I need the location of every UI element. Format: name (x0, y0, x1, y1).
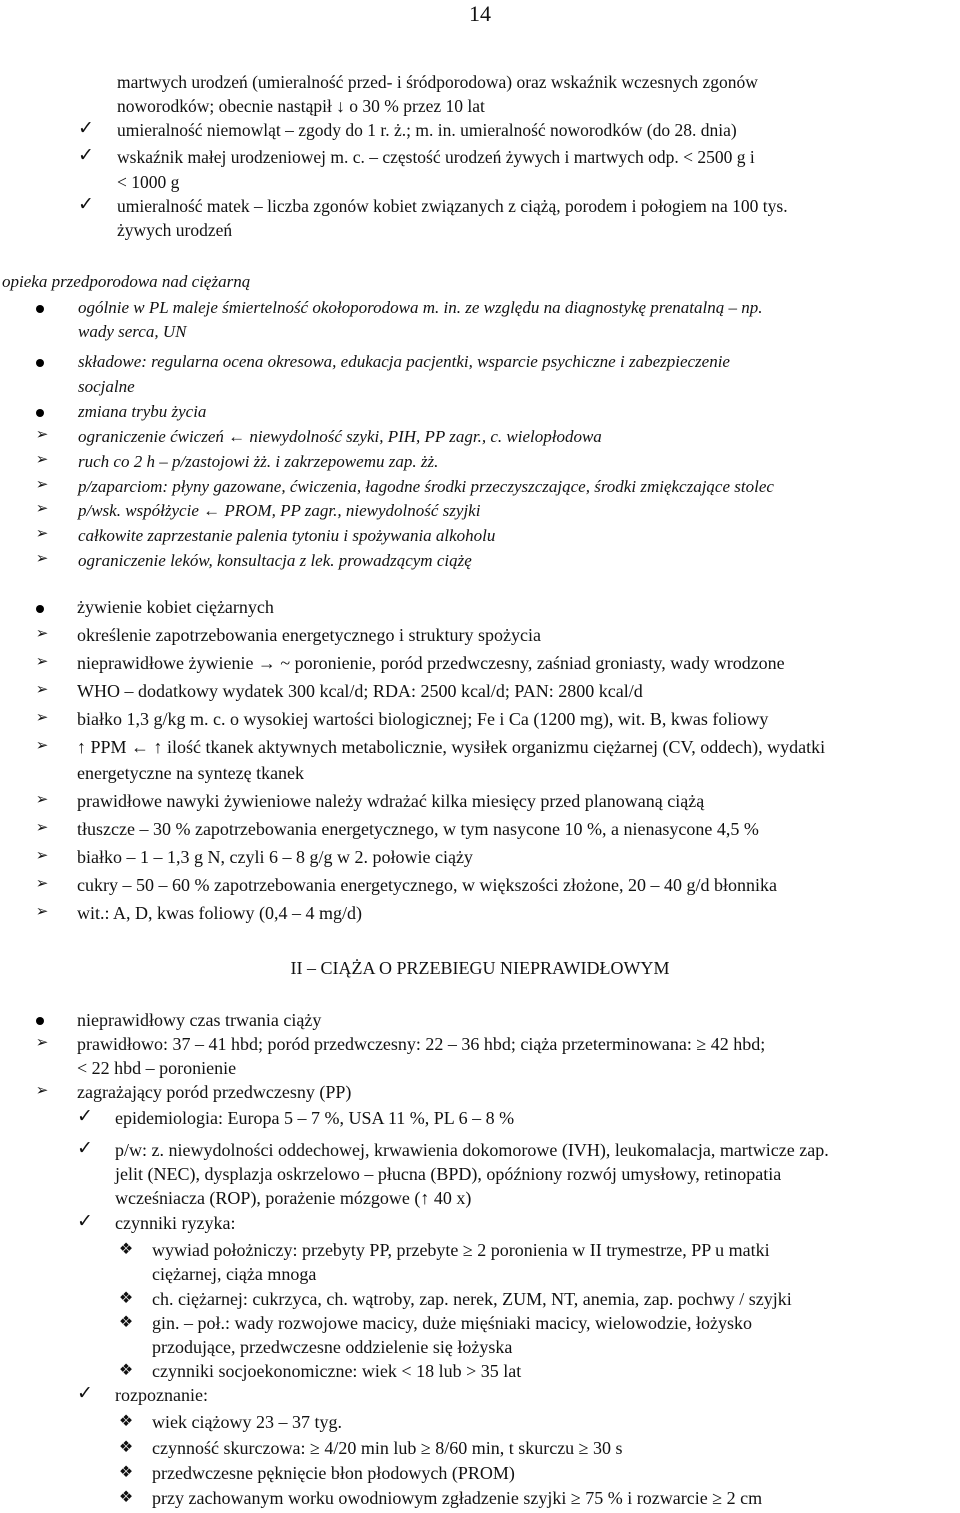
text-line: tłuszcze – 30 % zapotrzebowania energetycznego, w tym nasycone 10 %, a nienasycone 4,5 % (77, 819, 759, 839)
text-line: czynniki ryzyka: (115, 1213, 236, 1233)
arrow-bullet-icon: ➢ (35, 710, 49, 726)
text-line: wady serca, UN (78, 322, 187, 341)
text-line: ↑ PPM ← ↑ ilość tkanek aktywnych metabolicznie, wysiłek organizmu ciężarnej (CV, oddech), wydatki (77, 737, 826, 757)
text-line: składowe: regularna ocena okresowa, edukacja pacjentki, wsparcie psychiczne i zabezpieczenie (78, 352, 730, 371)
text-line: umieralność niemowląt – zgody do 1 r. ż.; m. in. umieralność noworodków (do 28. dnia) (117, 120, 737, 140)
arrow-bullet-icon: ➢ (35, 477, 49, 493)
arrow-bullet-icon: ➢ (35, 792, 49, 808)
text-line: prawidłowo: 37 – 41 hbd; poród przedwczesny: 22 – 36 hbd; ciąża przeterminowana: ≥ 42 hbd; (77, 1034, 766, 1054)
checkmark-icon: ✓ (78, 194, 94, 215)
text-line: WHO – dodatkowy wydatek 300 kcal/d; RDA: 2500 kcal/d; PAN: 2800 kcal/d (77, 681, 643, 701)
text-line: p/w: z. niewydolności oddechowej, krwawienia dokomorowe (IVH), leukomalacja, martwicze zap. (115, 1140, 829, 1160)
bullet-dot-icon (36, 1017, 44, 1025)
text-line: epidemiologia: Europa 5 – 7 %, USA 11 %, PL 6 – 8 % (115, 1108, 515, 1128)
diamond-bullet-icon: ❖ (118, 1290, 134, 1307)
text-line: wiek ciążowy 23 – 37 tyg. (152, 1412, 342, 1432)
text-line: ograniczenie leków, konsultacja z lek. prowadzącym ciążę (78, 551, 472, 570)
text-line: jelit (NEC), dysplazja oskrzelowo – płucna (BPD), opóźniony rozwój umysłowy, retinopatia (115, 1164, 782, 1184)
text-line: p/zaparciom: płyny gazowane, ćwiczenia, łagodne środki przeczyszczające, środki zmiękczające stolec (78, 477, 774, 496)
diamond-bullet-icon: ❖ (118, 1489, 134, 1506)
arrow-bullet-icon: ➢ (35, 626, 49, 642)
checkmark-icon: ✓ (77, 1138, 93, 1159)
text-line: ruch co 2 h – p/zastojowi żż. i zakrzepowemu zap. żż. (78, 452, 439, 471)
diamond-bullet-icon: ❖ (118, 1413, 134, 1430)
page-number: 14 (469, 1, 491, 26)
text-line: cukry – 50 – 60 % zapotrzebowania energetycznego, w większości złożone, 20 – 40 g/d błonnika (77, 875, 777, 895)
bullet-dot-icon (36, 409, 44, 417)
arrow-bullet-icon: ➢ (35, 452, 49, 468)
text-line: prawidłowe nawyki żywieniowe należy wdrażać kilka miesięcy przed planowaną ciążą (77, 791, 705, 811)
bullet-dot-icon (36, 605, 44, 613)
bullet-dot-icon (36, 359, 44, 367)
text-line: ch. ciężarnej: cukrzyca, ch. wątroby, zap. nerek, ZUM, NT, anemia, zap. pochwy / szyjki (152, 1289, 792, 1309)
checkmark-icon: ✓ (77, 1106, 93, 1127)
arrow-bullet-icon: ➢ (35, 427, 49, 443)
text-line: czynniki socjoekonomiczne: wiek < 18 lub > 35 lat (152, 1361, 522, 1381)
arrow-bullet-icon: ➢ (35, 551, 49, 567)
arrow-bullet-icon: ➢ (35, 682, 49, 698)
arrow-bullet-icon: ➢ (35, 738, 49, 754)
arrow-bullet-icon: ➢ (35, 654, 49, 670)
text-line: wit.: A, D, kwas foliowy (0,4 – 4 mg/d) (77, 903, 362, 923)
arrow-bullet-icon: ➢ (35, 1035, 49, 1051)
section-heading: opieka przedporodowa nad ciężarną (2, 272, 251, 291)
arrow-bullet-icon: ➢ (35, 501, 49, 517)
text-line: rozpoznanie: (115, 1385, 208, 1405)
text-line: p/wsk. współżycie ← PROM, PP zagr., niewydolność szyjki (78, 501, 481, 520)
checkmark-icon: ✓ (77, 1383, 93, 1404)
section-title: II – CIĄŻA O PRZEBIEGU NIEPRAWIDŁOWYM (290, 958, 670, 978)
text-line: nieprawidłowy czas trwania ciąży (77, 1010, 322, 1030)
text-line: gin. – poł.: wady rozwojowe macicy, duże mięśniaki macicy, wielowodzie, łożysko (152, 1313, 752, 1333)
text-line: przy zachowanym worku owodniowym zgładzenie szyjki ≥ 75 % i rozwarcie ≥ 2 cm (152, 1488, 763, 1508)
text-line: białko 1,3 g/kg m. c. o wysokiej wartości biologicznej; Fe i Ca (1200 mg), wit. B, kwas foliowy (77, 709, 769, 729)
diamond-bullet-icon: ❖ (118, 1464, 134, 1481)
diamond-bullet-icon: ❖ (118, 1314, 134, 1331)
diamond-bullet-icon: ❖ (118, 1439, 134, 1456)
text-line: czynność skurczowa: ≥ 4/20 min lub ≥ 8/60 min, t skurczu ≥ 30 s (152, 1438, 623, 1458)
text-line: zmiana trybu życia (78, 402, 207, 421)
diamond-bullet-icon: ❖ (118, 1362, 134, 1379)
arrow-bullet-icon: ➢ (35, 904, 49, 920)
text-line: ciężarnej, ciąża mnoga (152, 1264, 317, 1284)
text-line: zagrażający poród przedwczesny (PP) (77, 1082, 352, 1102)
text-line: przodujące, przedwczesne oddzielenie się łożyska (152, 1337, 513, 1357)
checkmark-icon: ✓ (78, 118, 94, 139)
diamond-bullet-icon: ❖ (118, 1241, 134, 1258)
text-line: żywienie kobiet ciężarnych (77, 597, 274, 617)
text-line: < 22 hbd – poronienie (77, 1058, 237, 1078)
text-line: < 1000 g (117, 172, 180, 192)
text-line: białko – 1 – 1,3 g N, czyli 6 – 8 g/g w 2. połowie ciąży (77, 847, 473, 867)
text-line: wcześniacza (ROP), porażenie mózgowe (↑ 40 x) (115, 1188, 472, 1208)
text-line: martwych urodzeń (umieralność przed- i śródporodowa) oraz wskaźnik wczesnych zgonów (117, 72, 758, 92)
text-line: określenie zapotrzebowania energetycznego i struktury spożycia (77, 625, 541, 645)
text-line: całkowite zaprzestanie palenia tytoniu i spożywania alkoholu (78, 526, 496, 545)
text-line: żywych urodzeń (117, 220, 233, 240)
arrow-bullet-icon: ➢ (35, 876, 49, 892)
arrow-bullet-icon: ➢ (35, 1083, 49, 1099)
bullet-dot-icon (36, 305, 44, 313)
text-line: energetyczne na syntezę tkanek (77, 763, 305, 783)
text-line: nieprawidłowe żywienie → ~ poronienie, poród przedwczesny, zaśniad groniasty, wady wrodzone (77, 653, 785, 673)
text-line: wskaźnik małej urodzeniowej m. c. – częstość urodzeń żywych i martwych odp. < 2500 g i (117, 147, 755, 167)
arrow-bullet-icon: ➢ (35, 848, 49, 864)
text-line: wywiad położniczy: przebyty PP, przebyte ≥ 2 poronienia w II trymestrze, PP u matki (152, 1240, 770, 1260)
arrow-bullet-icon: ➢ (35, 820, 49, 836)
text-line: noworodków; obecnie nastąpił ↓ o 30 % przez 10 lat (117, 96, 485, 116)
text-line: przedwczesne pęknięcie błon płodowych (PROM) (152, 1463, 515, 1483)
text-line: ogólnie w PL maleje śmiertelność okołoporodowa m. in. ze względu na diagnostykę prenatalną – np. (78, 298, 763, 317)
text-line: umieralność matek – liczba zgonów kobiet związanych z ciążą, porodem i połogiem na 100 tys. (117, 196, 788, 216)
text-line: ograniczenie ćwiczeń ← niewydolność szyki, PIH, PP zagr., c. wielopłodowa (78, 427, 602, 446)
checkmark-icon: ✓ (77, 1211, 93, 1232)
arrow-bullet-icon: ➢ (35, 526, 49, 542)
checkmark-icon: ✓ (78, 145, 94, 166)
text-line: socjalne (78, 377, 135, 396)
